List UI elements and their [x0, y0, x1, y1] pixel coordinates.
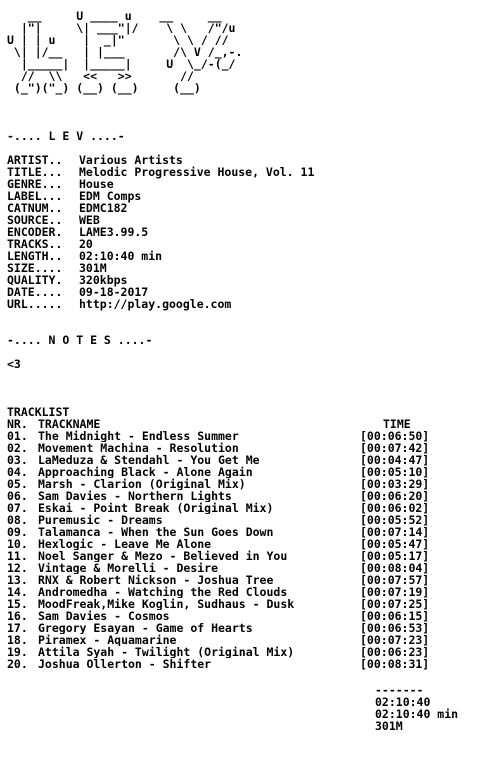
- track-time: [00:06:23]: [360, 645, 430, 659]
- info-key: QUALITY.: [7, 273, 63, 287]
- track-number: 11.: [7, 549, 28, 563]
- info-row-date: [7, 286, 475, 298]
- info-row-length: [7, 250, 475, 262]
- track-name: Vintage & Morelli - Desire: [38, 562, 219, 574]
- info-value: http://play.google.com: [79, 297, 232, 311]
- track-number: 05.: [7, 477, 28, 491]
- info-value: Various Artists: [79, 153, 183, 167]
- info-value: 20: [79, 237, 93, 251]
- info-value: Melodic Progressive House, Vol. 11: [79, 165, 315, 179]
- total-size: 301M: [375, 719, 403, 733]
- info-row-source: [7, 214, 475, 226]
- track-number: 14.: [7, 585, 28, 599]
- info-key: ENCODER.: [7, 225, 63, 239]
- track-time: [00:07:25]: [360, 597, 430, 611]
- track-name: Gregory Esayan - Game of Hearts: [38, 622, 253, 634]
- column-header-trackname: TRACKNAME: [38, 417, 101, 431]
- info-row-encoder: [7, 226, 475, 238]
- track-time: [00:08:04]: [360, 561, 430, 575]
- info-key: GENRE...: [7, 177, 63, 191]
- info-value: LAME3.99.5: [79, 225, 149, 239]
- info-row-catnum: [7, 202, 475, 214]
- info-key: URL.....: [7, 297, 63, 311]
- track-time: [00:07:23]: [360, 633, 430, 647]
- track-time: [00:07:14]: [360, 525, 430, 539]
- track-name: Movement Machina - Resolution: [38, 442, 239, 454]
- track-name: Marsh - Clarion (Original Mix): [38, 478, 246, 490]
- header-title: -.... L E V ....-: [7, 129, 125, 143]
- tracklist-totals: [375, 684, 458, 732]
- lev-ascii-logo: __ U ____ u __ __ |"| \| ___"|/ \ \ /"/u U | | u | _|" \ \ / // \| |/__ | |___ /\ V /_,-. |_____| |_____| U \_/-(_/ // \\ << >> // (_")("_) (__) (__) (__): [7, 9, 250, 95]
- info-value: House: [79, 177, 114, 191]
- track-name: Approaching Black - Alone Again: [38, 466, 253, 478]
- info-key: CATNUM..: [7, 201, 63, 215]
- track-time: [00:06:53]: [360, 621, 430, 635]
- track-name: Hexlogic - Leave Me Alone: [38, 538, 212, 550]
- track-number: 17.: [7, 621, 28, 635]
- info-key: LABEL...: [7, 189, 63, 203]
- totals-divider: -------: [375, 683, 424, 697]
- column-header-nr: NR.: [7, 417, 28, 431]
- nfo-document: [7, 10, 475, 670]
- track-time: [00:06:02]: [360, 501, 430, 515]
- info-row-quality: [7, 274, 475, 286]
- track-name: Andromedha - Watching the Red Clouds: [38, 586, 288, 598]
- release-info: [7, 154, 475, 310]
- track-number: 13.: [7, 573, 28, 587]
- info-value: 320kbps: [79, 273, 128, 287]
- info-value: EDMC182: [79, 201, 128, 215]
- track-number: 12.: [7, 561, 28, 575]
- info-row-title: [7, 166, 475, 178]
- info-key: TRACKS..: [7, 237, 63, 251]
- track-number: 20.: [7, 657, 28, 671]
- info-key: ARTIST..: [7, 153, 63, 167]
- info-row-url: [7, 298, 475, 310]
- track-name: Eskai - Point Break (Original Mix): [38, 502, 274, 514]
- track-time: [00:03:29]: [360, 477, 430, 491]
- info-value: EDM Comps: [79, 189, 142, 203]
- info-key: TITLE...: [7, 165, 63, 179]
- track-name: Attila Syah - Twilight (Original Mix): [38, 646, 295, 658]
- notes-title: -.... N O T E S ....-: [7, 333, 153, 347]
- track-time: [00:08:31]: [360, 657, 430, 671]
- track-time: [00:04:47]: [360, 453, 430, 467]
- track-time: [00:07:42]: [360, 441, 430, 455]
- track-name: RNX & Robert Nickson - Joshua Tree: [38, 574, 274, 586]
- track-number: 10.: [7, 537, 28, 551]
- track-time: [00:06:20]: [360, 489, 430, 503]
- track-number: 03.: [7, 453, 28, 467]
- info-key: SOURCE..: [7, 213, 63, 227]
- track-time: [00:05:10]: [360, 465, 430, 479]
- info-value: 09-18-2017: [79, 285, 149, 299]
- track-time: [00:06:15]: [360, 609, 430, 623]
- track-time: [00:06:50]: [360, 429, 430, 443]
- track-name: MoodFreak,Mike Koglin, Sudhaus - Dusk: [38, 598, 295, 610]
- info-key: DATE....: [7, 285, 63, 299]
- track-time: [00:05:52]: [360, 513, 430, 527]
- track-name: Joshua Ollerton - Shifter: [38, 658, 212, 670]
- track-name: LaMeduza & Stendahl - You Get Me: [38, 454, 260, 466]
- info-key: LENGTH..: [7, 249, 63, 263]
- tracklist-title: TRACKLIST: [7, 405, 70, 419]
- track-name: Puremusic - Dreams: [38, 514, 163, 526]
- total-length: 02:10:40 min: [375, 707, 459, 721]
- track-row: [7, 658, 475, 670]
- track-number: 04.: [7, 465, 28, 479]
- total-time: 02:10:40: [375, 695, 431, 709]
- track-number: 09.: [7, 525, 28, 539]
- track-number: 16.: [7, 609, 28, 623]
- track-number: 18.: [7, 633, 28, 647]
- track-number: 08.: [7, 513, 28, 527]
- column-header-time: TIME: [383, 417, 411, 431]
- track-time: [00:05:47]: [360, 537, 430, 551]
- info-row-size: [7, 262, 475, 274]
- track-number: 07.: [7, 501, 28, 515]
- notes-text: <3: [7, 357, 21, 371]
- track-number: 06.: [7, 489, 28, 503]
- track-number: 15.: [7, 597, 28, 611]
- track-name: Sam Davies - Northern Lights: [38, 490, 232, 502]
- info-row-genre: [7, 178, 475, 190]
- info-row-label: [7, 190, 475, 202]
- track-name: The Midnight - Endless Summer: [38, 430, 239, 442]
- track-name: Talamanca - When the Sun Goes Down: [38, 526, 274, 538]
- track-number: 01.: [7, 429, 28, 443]
- info-row-tracks: [7, 238, 475, 250]
- track-time: [00:07:19]: [360, 585, 430, 599]
- info-value: WEB: [79, 213, 100, 227]
- track-name: Piramex - Aquamarine: [38, 634, 177, 646]
- track-name: Noel Sanger & Mezo - Believed in You: [38, 550, 288, 562]
- info-value: 02:10:40 min: [79, 249, 163, 263]
- info-value: 301M: [79, 261, 107, 275]
- track-time: [00:05:17]: [360, 549, 430, 563]
- track-number: 19.: [7, 645, 28, 659]
- track-name: Sam Davies - Cosmos: [38, 610, 170, 622]
- info-key: SIZE....: [7, 261, 63, 275]
- tracklist: [7, 430, 475, 670]
- track-time: [00:07:57]: [360, 573, 430, 587]
- track-number: 02.: [7, 441, 28, 455]
